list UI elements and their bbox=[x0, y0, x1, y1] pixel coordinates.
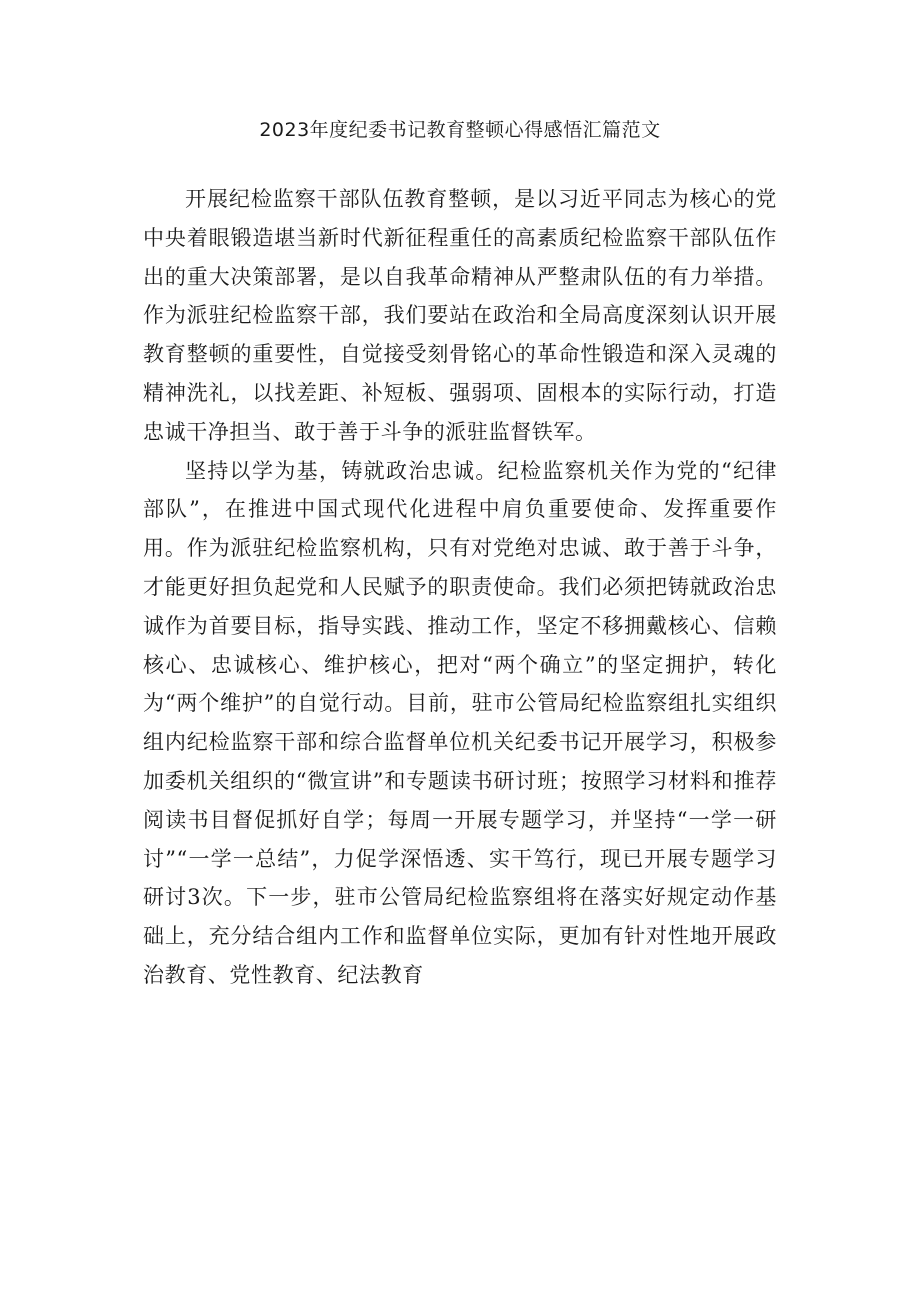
document-title: 2023年度纪委书记教育整顿心得感悟汇篇范文 bbox=[259, 119, 661, 141]
document-body bbox=[143, 180, 777, 995]
paragraph: 坚持以学为基，铸就政治忠诚。纪检监察机关作为党的“纪律部队”，在推进中国式现代化进程中肩负重要使命、发挥重要作用。作为派驻纪检监察机构，只有对党绝对忠诚、敢于善于斗争，才能更好担负起党和人民赋予的职责使命。我们必须把铸就政治忠诚作为首要目标，指导实践、推动工作，坚定不移拥戴核心、信赖核心、忠诚核心、维护核心，把对“两个确立”的坚定拥护，转化为“两个维护”的自觉行动。目前，驻市公管局纪检监察组扎实组织组内纪检监察干部和综合监督单位机关纪委书记开展学习，积极参加委机关组织的“微宣讲”和专题读书研讨班；按照学习材料和推荐阅读书目督促抓好自学；每周一开展专题学习，并坚持“一学一研讨”“一学一总结”，力促学深悟透、实干笃行，现已开展专题学习研讨3次。下一步，驻市公管局纪检监察组将在落实好规定动作基础上，充分结合组内工作和监督单位实际，更加有针对性地开展政治教育、党性教育、纪法教育 bbox=[143, 458, 777, 987]
paragraph: 开展纪检监察干部队伍教育整顿，是以习近平同志为核心的党中央着眼锻造堪当新时代新征程重任的高素质纪检监察干部队伍作出的重大决策部署，是以自我革命精神从严整肃队伍的有力举措。作为派驻纪检监察干部，我们要站在政治和全局高度深刻认识开展教育整顿的重要性，自觉接受刻骨铭心的革命性锻造和深入灵魂的精神洗礼，以找差距、补短板、强弱项、固根本的实际行动，打造忠诚干净担当、敢于善于斗争的派驻监督铁军。 bbox=[143, 187, 777, 444]
